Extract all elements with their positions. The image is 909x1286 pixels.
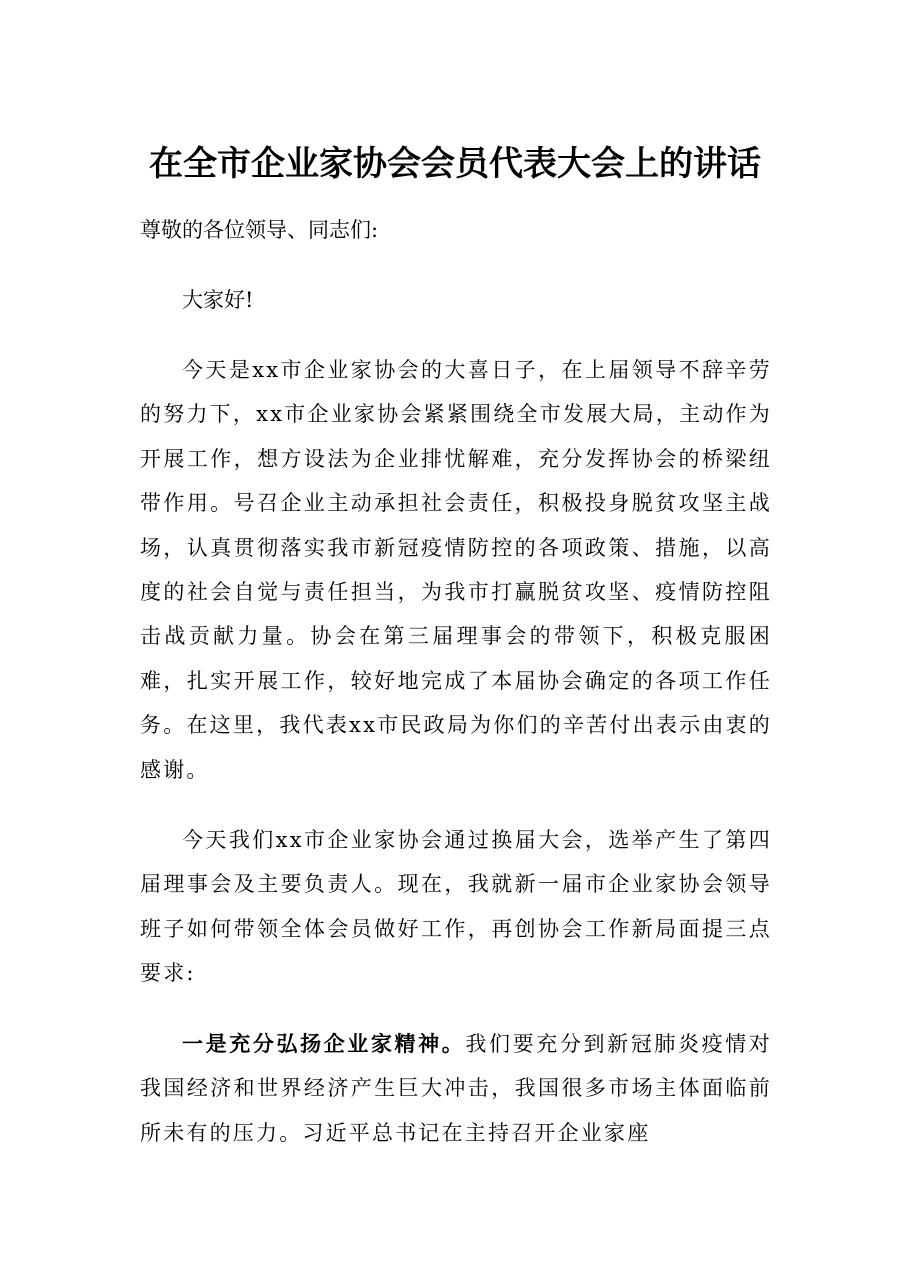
document-title: 在全市企业家协会会员代表大会上的讲话 xyxy=(149,144,761,184)
document-body xyxy=(140,208,772,1181)
greeting: 大家好! xyxy=(182,288,254,312)
paragraph xyxy=(140,1022,772,1155)
paragraph-text: 我们要充分到新冠肺炎疫情对我国经济和世界经济产生巨大冲击，我国很多市场主体面临前所未有的压力。习近平总书记在主持召开企业家座 xyxy=(140,1031,772,1145)
paragraph-lead: 一是充分弘扬企业家精神。 xyxy=(182,1030,466,1056)
paragraph-text: 今天我们xx市企业家协会通过换届大会，选举产生了第四届理事会及主要负责人。现在，我就新一届市企业家协会领导班子如何带领全体会员做好工作，再创协会工作新局面提三点要求: xyxy=(140,828,772,986)
paragraph xyxy=(140,348,772,792)
salutation: 尊敬的各位领导、同志们: xyxy=(140,218,379,242)
paragraph-text: 今天是xx市企业家协会的大喜日子，在上届领导不辞辛劳的努力下，xx市企业家协会紧紧围绕全市发展大局，主动作为开展工作，想方设法为企业排忧解难，充分发挥协会的桥梁纽带作用。号召企业主动承担社会责任，积极投身脱贫攻坚主战场，认真贯彻落实我市新冠疫情防控的各项政策、措施，以高度的社会自觉与责任担当，为我市打赢脱贫攻坚、疫情防控阻击战贡献力量。协会在第三届理事会的带领下，积极克服困难，扎实开展工作，较好地完成了本届协会确定的各项工作任务。在这里，我代表xx市民政局为你们的辛苦付出表示由衷的感谢。 xyxy=(140,358,772,782)
paragraph xyxy=(140,818,772,996)
